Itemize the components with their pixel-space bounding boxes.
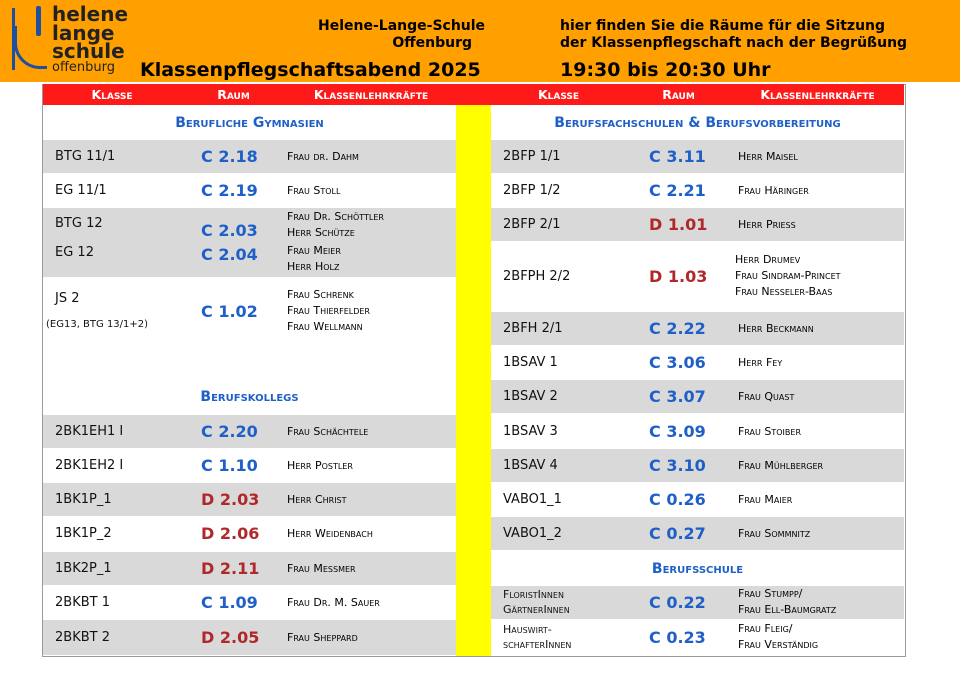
lehrkraft-cell — [287, 149, 359, 165]
klasse-cell: JS 2 — [55, 291, 80, 306]
klasse-cell: 2BK1EH2 I — [55, 458, 124, 473]
col-header-lehrkraefte: Klassenlehrkräfte — [760, 87, 875, 102]
lehrkraft-name: Frau Schächtele — [287, 425, 369, 438]
klasse-cell: EG 11/1 — [55, 183, 107, 198]
logo-i — [36, 6, 41, 36]
raum-cell: C 3.10 — [649, 456, 706, 475]
raum-cell: C 2.18 — [201, 147, 258, 166]
klasse-cell: 1BK1P_1 — [55, 492, 112, 507]
raum-cell: D 2.11 — [201, 559, 260, 578]
lehrkraft-name: Frau Quast — [738, 390, 795, 403]
logo-line-2: lange — [52, 20, 115, 45]
lehrkraft-name: Frau Häringer — [738, 184, 809, 197]
raum-cell: C 1.10 — [201, 456, 258, 475]
page-header — [0, 0, 960, 82]
table-header-left — [43, 84, 456, 105]
lehrkraft-cell — [287, 183, 340, 199]
school-name: Helene-Lange-Schule — [318, 18, 486, 34]
col-header-lehrkraefte: Klassenlehrkräfte — [313, 87, 429, 102]
lehrkraft-name: Frau Ell-Baumgratz — [738, 603, 837, 616]
klasse-cell: 1BSAV 2 — [503, 389, 558, 404]
lehrkraft-cell — [738, 621, 818, 653]
lehrkraft-cell — [287, 526, 373, 542]
klasse-cell: 2BFP 1/2 — [503, 183, 561, 198]
lehrkraft-name: Frau Maier — [738, 493, 793, 506]
raum-cell: D 2.05 — [201, 628, 260, 647]
table-row — [43, 449, 456, 482]
table-row — [43, 552, 456, 585]
lehrkraft-name: Frau Wellmann — [287, 320, 363, 333]
lehrkraft-name: Frau Sheppard — [287, 631, 358, 644]
raum-cell: C 3.07 — [649, 387, 706, 406]
table-row — [43, 415, 456, 448]
lehrkraft-cell — [287, 561, 356, 577]
lehrkraft-name: Frau Verständig — [738, 638, 819, 651]
lehrkraft-name: Frau Sindram-Princet — [735, 269, 841, 282]
table-row — [43, 140, 456, 173]
klasse-line: Hauswirt- — [503, 623, 552, 636]
lehrkraft-name: Frau dr. Dahm — [287, 150, 359, 163]
lehrkraft-name: Herr Fey — [738, 356, 783, 369]
table-row — [43, 483, 456, 516]
lehrkraft-name: Frau Thierfelder — [287, 304, 370, 317]
lehrkraft-cell — [287, 595, 380, 611]
lehrkraft-name: Frau Sommnitz — [738, 527, 811, 540]
table-row — [491, 174, 904, 207]
section-berufliche-gymnasien: Berufliche Gymnasien — [43, 106, 456, 140]
lehrkraft-name: Frau Mühlberger — [738, 459, 824, 472]
klasse-cell — [503, 587, 570, 617]
klasse-cell: 1BSAV 1 — [503, 355, 558, 370]
lehrkraft-cell — [287, 209, 384, 241]
klasse-cell: 1BSAV 3 — [503, 424, 558, 439]
lehrkraft-cell — [287, 424, 368, 440]
klasse-cell: BTG 11/1 — [55, 149, 116, 164]
lehrkraft-name: Frau Stoll — [287, 184, 341, 197]
klasse-cell: VABO1_2 — [503, 526, 562, 541]
klasse-cell: 2BFH 2/1 — [503, 321, 563, 336]
lehrkraft-name: Herr Schütze — [287, 226, 355, 239]
table-row — [491, 312, 904, 345]
lehrkraft-name: Frau Stoiber — [738, 425, 802, 438]
lehrkraft-cell — [738, 321, 814, 337]
klasse-cell: VABO1_1 — [503, 492, 562, 507]
klasse-cell: 2BFP 2/1 — [503, 217, 561, 232]
raum-cell: C 2.22 — [649, 319, 706, 338]
klasse-cell: 2BK1EH1 I — [55, 424, 124, 439]
klasse-cell: 2BKBT 1 — [55, 595, 110, 610]
table-row — [491, 380, 904, 413]
col-header-raum: Raum — [662, 87, 695, 102]
table-row — [491, 208, 904, 241]
lehrkraft-name: Frau Nesseler-Baas — [735, 285, 833, 298]
lehrkraft-cell — [738, 183, 809, 199]
klasse-cell — [503, 622, 571, 652]
lehrkraft-name: Herr Postler — [287, 459, 353, 472]
lehrkraft-name: Frau Stumpp/ — [738, 587, 803, 600]
col-header-klasse: Klasse — [91, 87, 133, 102]
lehrkraft-name: Herr Holz — [287, 260, 340, 273]
raum-cell: C 0.22 — [649, 593, 706, 612]
table-row — [43, 277, 456, 379]
lehrkraft-cell — [738, 149, 798, 165]
table-row — [43, 586, 456, 619]
klasse-line: schafterInnen — [503, 638, 572, 651]
raum-cell: C 0.27 — [649, 524, 706, 543]
lehrkraft-cell — [735, 252, 841, 300]
table-row — [43, 517, 456, 550]
logo-line-3: schule — [52, 39, 125, 63]
raum-cell: C 2.19 — [201, 181, 258, 200]
lehrkraft-name: Herr Priess — [738, 218, 796, 231]
klasse-cell: 1BSAV 4 — [503, 458, 558, 473]
info-text — [560, 18, 907, 52]
lehrkraft-cell — [738, 492, 792, 508]
logo-arc — [14, 26, 47, 69]
raum-cell: C 3.11 — [649, 147, 706, 166]
raum-cell: D 1.01 — [649, 215, 708, 234]
table-row — [491, 586, 904, 619]
logo-line-1: helene — [52, 2, 129, 26]
table-row — [491, 415, 904, 448]
raum-cell: D 2.03 — [201, 490, 260, 509]
table-row — [491, 449, 904, 482]
klasse-cell: 1BK2P_1 — [55, 561, 112, 576]
lehrkraft-cell — [738, 389, 794, 405]
klasse-line: FloristInnen — [503, 588, 564, 601]
klasse-cell: 2BFP 1/1 — [503, 149, 561, 164]
page-title: Klassenpflegschaftsabend 2025 — [140, 59, 481, 81]
klasse-cell: 2BKBT 2 — [55, 630, 110, 645]
klasse-cell: BTG 12 — [55, 216, 103, 231]
table-row — [491, 620, 904, 655]
raum-cell: C 1.09 — [201, 593, 258, 612]
table-header-right — [491, 84, 904, 105]
table-row — [491, 140, 904, 173]
lehrkraft-cell — [738, 355, 782, 371]
lehrkraft-cell — [287, 243, 341, 275]
school-city: Offenburg — [392, 35, 472, 51]
table-row — [43, 174, 456, 207]
table-row — [43, 620, 456, 655]
raum-cell: C 2.21 — [649, 181, 706, 200]
lehrkraft-name: Frau Dr. Schöttler — [287, 210, 384, 223]
info-line-2: der Klassenpflegschaft nach der Begrüßung — [560, 35, 908, 51]
lehrkraft-cell — [738, 424, 801, 440]
table-row — [491, 517, 904, 550]
lehrkraft-cell — [738, 526, 810, 542]
raum-cell: C 2.04 — [201, 245, 258, 264]
section-berufskollegs: Berufskollegs — [43, 380, 456, 414]
raum-cell: C 3.06 — [649, 353, 706, 372]
klasse-cell: 2BFPH 2/2 — [503, 269, 571, 284]
klasse-line: GärtnerInnen — [503, 603, 570, 616]
raum-cell: C 1.02 — [201, 302, 258, 321]
section-berufsfachschulen: Berufsfachschulen & Berufsvorbereitung — [491, 106, 904, 140]
table-row — [491, 242, 904, 311]
lehrkraft-cell — [738, 217, 796, 233]
lehrkraft-cell — [287, 492, 347, 508]
raum-cell: C 0.26 — [649, 490, 706, 509]
info-line-1: hier finden Sie die Räume für die Sitzung — [560, 18, 886, 34]
yellow-divider — [456, 105, 491, 656]
section-berufsschule: Berufsschule — [491, 552, 904, 586]
raum-cell: C 2.03 — [201, 221, 258, 240]
lehrkraft-cell — [287, 630, 358, 646]
klasse-note: (EG13, BTG 13/1+2) — [46, 319, 149, 330]
lehrkraft-name: Frau Dr. M. Sauer — [287, 596, 380, 609]
table-row — [491, 483, 904, 516]
col-header-raum: Raum — [217, 87, 250, 102]
raum-cell: C 3.09 — [649, 422, 706, 441]
raum-cell: C 0.23 — [649, 628, 706, 647]
lehrkraft-cell — [287, 458, 353, 474]
table-header-gap — [456, 84, 491, 105]
col-header-klasse: Klasse — [537, 87, 580, 102]
lehrkraft-name: Frau Meier — [287, 244, 341, 257]
raum-cell: D 2.06 — [201, 524, 260, 543]
event-time: 19:30 bis 20:30 Uhr — [560, 59, 771, 81]
lehrkraft-cell — [738, 586, 836, 618]
lehrkraft-name: Herr Maisel — [738, 150, 798, 163]
lehrkraft-name: Frau Schrenk — [287, 288, 354, 301]
table-row — [491, 346, 904, 379]
raum-cell: C 2.20 — [201, 422, 258, 441]
table-row — [43, 208, 456, 277]
lehrkraft-cell — [287, 287, 370, 335]
lehrkraft-name: Herr Drumev — [735, 253, 801, 266]
raum-cell: D 1.03 — [649, 267, 708, 286]
logo-sub: offenburg — [52, 59, 116, 75]
lehrkraft-name: Herr Beckmann — [738, 322, 814, 335]
klasse-cell: 1BK1P_2 — [55, 526, 112, 541]
lehrkraft-name: Frau Fleig/ — [738, 622, 793, 635]
lehrkraft-cell — [738, 458, 823, 474]
lehrkraft-name: Herr Weidenbach — [287, 527, 373, 540]
klasse-cell: EG 12 — [55, 245, 94, 260]
lehrkraft-name: Herr Christ — [287, 493, 347, 506]
lehrkraft-name: Frau Meßmer — [287, 562, 356, 575]
school-logo — [52, 2, 129, 75]
